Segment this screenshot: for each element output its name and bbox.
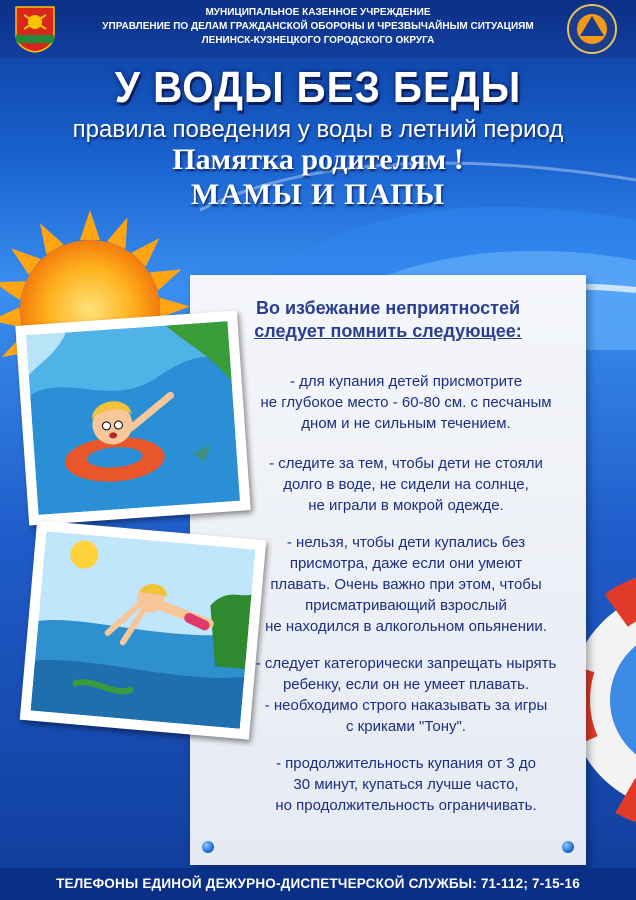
rule-item xyxy=(230,753,582,816)
diving-child-illustration xyxy=(31,531,256,729)
poster-subtitle: правила поведения у воды в летний период xyxy=(72,116,564,143)
rule-line: - нельзя, чтобы дети купались без xyxy=(286,534,526,551)
header-line-2: УПРАВЛЕНИЕ ПО ДЕЛАМ ГРАЖДАНСКОЙ ОБОРОНЫ И ЧРЕЗВЫЧАЙНЫМ СИТУАЦИЯМ xyxy=(102,21,534,32)
pin-icon xyxy=(562,841,574,853)
header-line-3: ЛЕНИНСК-КУЗНЕЦКОГО ГОРОДСКОГО ОКРУГА xyxy=(201,35,435,46)
rule-item xyxy=(230,532,582,637)
rule-line: - следует категорически запрещать нырять xyxy=(255,655,557,672)
rule-item xyxy=(230,653,582,737)
rule-line: - для купания детей присмотрите xyxy=(289,373,523,390)
rule-line: ребенку, если он не умеет плавать. xyxy=(282,676,530,693)
memo-heading: Памятка родителям ! xyxy=(172,143,464,176)
photo-child-in-swim-ring xyxy=(15,311,250,526)
audience-heading: МАМЫ И ПАПЫ xyxy=(190,178,446,211)
card-heading xyxy=(190,297,586,343)
rule-line: дном и не сильным течением. xyxy=(301,415,511,432)
rule-line: долго в воде, не сидели на солнце, xyxy=(283,476,529,493)
child-in-swim-ring-illustration xyxy=(26,321,240,515)
emergency-phones-footer: ТЕЛЕФОНЫ ЕДИНОЙ ДЕЖУРНО-ДИСПЕТЧЕРСКОЙ СЛУЖБЫ: 71-112; 7-15-16 xyxy=(0,868,636,900)
header-line-1: МУНИЦИПАЛЬНОЕ КАЗЕННОЕ УЧРЕЖДЕНИЕ xyxy=(205,7,431,18)
poster-title: У ВОДЫ БЕЗ БЕДЫ xyxy=(114,63,522,112)
rule-line: - необходимо строго наказывать за игры xyxy=(264,697,548,714)
rule-line: не находился в алкогольном опьянении. xyxy=(265,618,547,635)
photo-diving-child xyxy=(20,520,267,739)
organization-name xyxy=(70,6,566,48)
header-bar xyxy=(0,0,636,58)
rule-line: но продолжительность ограничивать. xyxy=(275,797,537,814)
rule-line: не глубокое место - 60-80 см. с песчаным xyxy=(260,394,552,411)
pin-icon xyxy=(202,841,214,853)
rule-line: с криками "Тону". xyxy=(346,718,466,735)
rule-item xyxy=(230,453,582,516)
civil-defense-emblem-icon xyxy=(566,3,618,55)
card-heading-line-2: следует помнить следующее: xyxy=(254,321,522,341)
rule-item xyxy=(230,371,582,434)
rule-line: 30 минут, купаться лучше часто, xyxy=(293,776,519,793)
card-heading-line-1: Во избежание неприятностей xyxy=(255,298,521,318)
rule-line: присматривающий взрослый xyxy=(305,597,507,614)
city-coat-of-arms-icon xyxy=(14,5,56,53)
rule-line: - следите за тем, чтобы дети не стояли xyxy=(269,455,543,472)
rule-line: не играли в мокрой одежде. xyxy=(308,497,504,514)
rule-line: плавать. Очень важно при этом, чтобы xyxy=(270,576,542,593)
rule-line: присмотра, даже если они умеют xyxy=(289,555,523,572)
rule-line: - продолжительность купания от 3 до xyxy=(276,755,536,772)
